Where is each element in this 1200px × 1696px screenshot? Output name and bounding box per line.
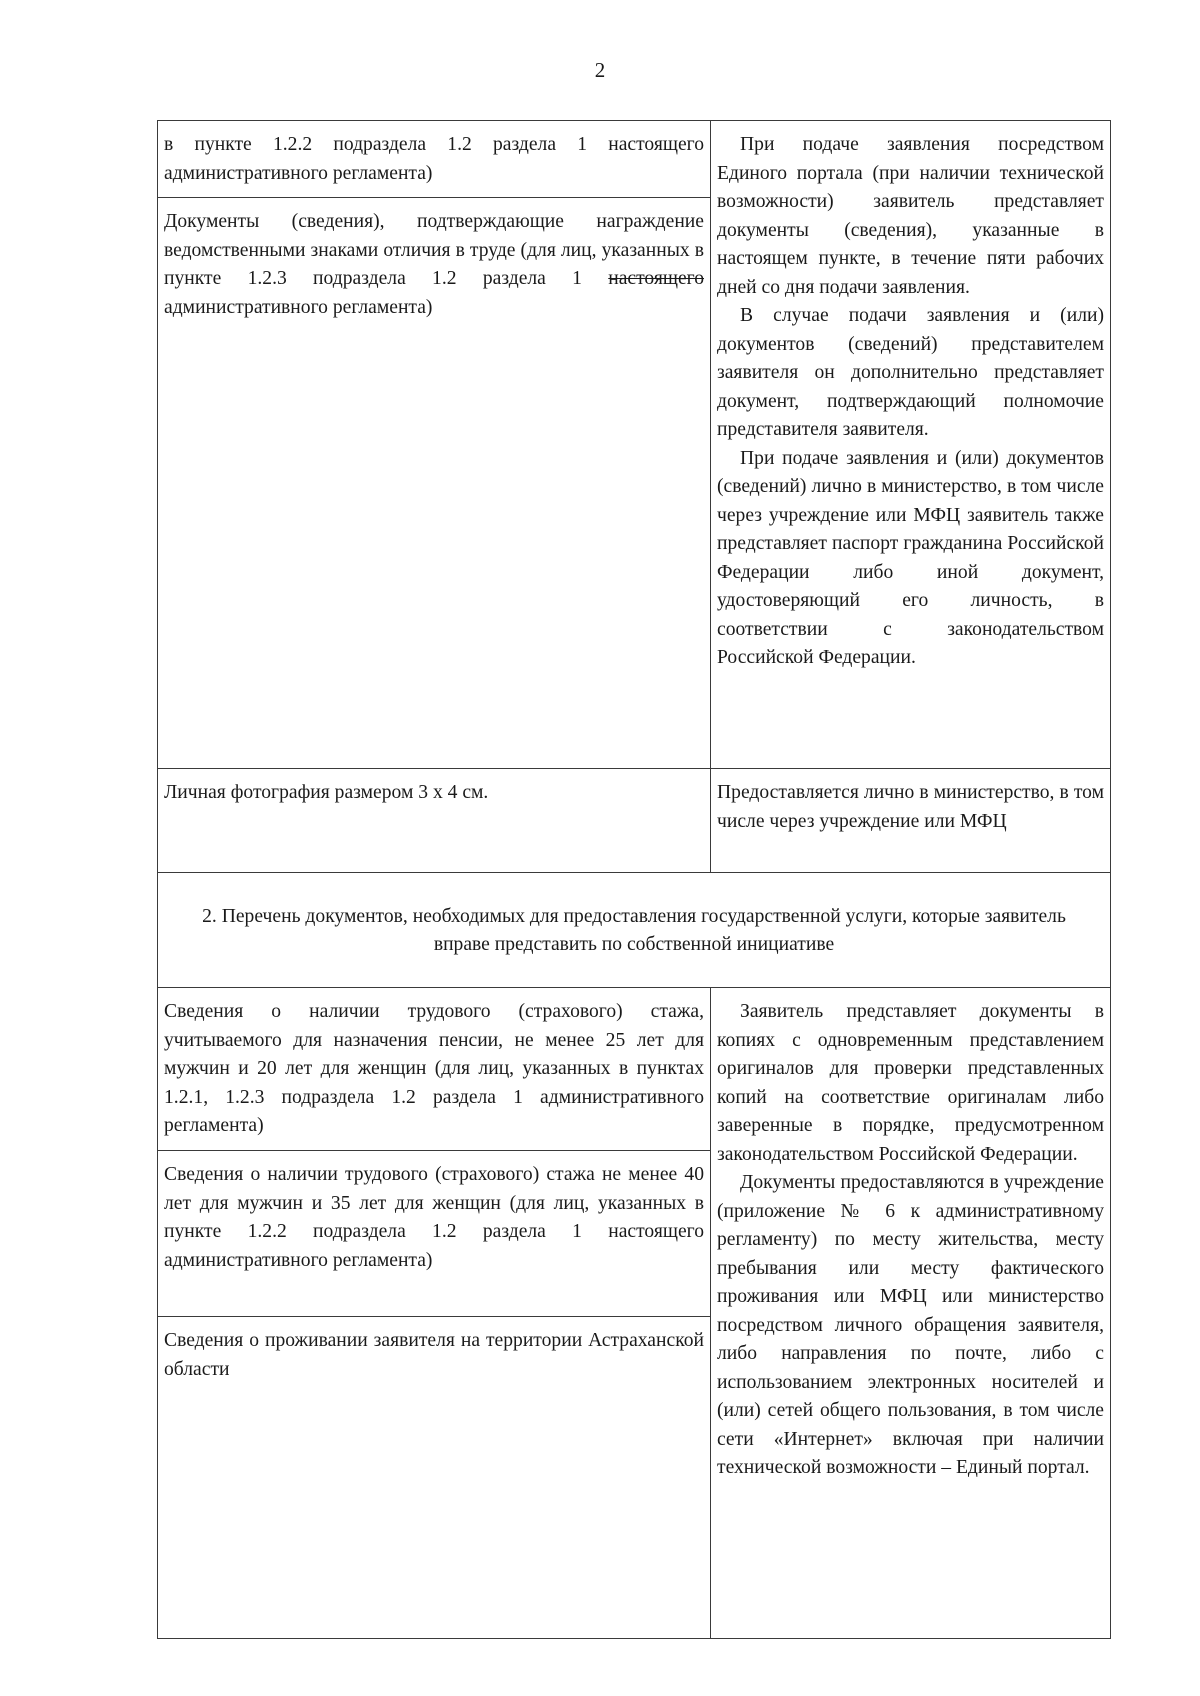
cell-paragraph: Документы предоставляются в учреждение (приложение № 6 к административному регламенту) по месту жительства, месту пребывания или месту фактического проживания или МФЦ или министерство посредством личного обращения заявителя, либо направления по почте, либо с использованием электронных носителей и (или) сетей общего пользования, в том числе сети «Интернет» включая при наличии технической возможности – Единый портал. xyxy=(717,1172,1104,1479)
table-cell xyxy=(158,1151,711,1317)
struck-text: настоящего xyxy=(608,268,704,289)
table-cell xyxy=(711,988,1111,1639)
cell-text: Личная фотография размером 3 х 4 см. xyxy=(164,782,489,803)
table-row xyxy=(158,769,1111,873)
table-cell xyxy=(158,988,711,1151)
cell-text: Сведения о наличии трудового (страхового) стажа не менее 40 лет для мужчин и 35 лет для женщин (для лиц, указанных в пункте 1.2.2 подраздела 1.2 раздела 1 настоящего административного регламента) xyxy=(164,1164,704,1271)
table-cell xyxy=(158,1317,711,1639)
cell-text: Сведения о наличии трудового (страхового) стажа, учитываемого для назначения пенсии, не менее 25 лет для мужчин и 20 лет для женщин (для лиц, указанных в пунктах 1.2.1, 1.2.3 подраздела 1.2 раздела 1 административного регламента) xyxy=(164,1001,704,1137)
table-row xyxy=(158,121,1111,198)
cell-text-part: Документы (сведения), подтверждающие награждение ведомственными знаками отличия в труде (для лиц, указанных в пункте 1.2.3 подраздела 1.2 раздела 1 xyxy=(164,211,704,289)
cell-paragraph: При подаче заявления и (или) документов (сведений) лично в министерство, в том числе через учреждение или МФЦ заявитель также представляет паспорт гражданина Российской Федерации либо иной документ, удостоверяющий его личность, в соответствии с законодательством Российской Федерации. xyxy=(717,447,1104,668)
table-cell xyxy=(158,769,711,873)
section-heading-cell xyxy=(158,873,1111,988)
page-number: 2 xyxy=(594,58,606,82)
section-heading: 2. Перечень документов, необходимых для предоставления государственной услуги, которые заявитель вправе представить по собственной инициативе xyxy=(202,905,1066,956)
documents-table xyxy=(157,120,1111,1639)
table-cell xyxy=(158,121,711,198)
cell-paragraph: В случае подачи заявления и (или) документов (сведений) представителем заявителя он дополнительно представляет документ, подтверждающий полномочие представителя заявителя. xyxy=(717,305,1104,440)
table-cell xyxy=(158,198,711,769)
cell-text: в пункте 1.2.2 подраздела 1.2 раздела 1 настоящего административного регламента) xyxy=(164,134,704,184)
cell-paragraph: При подаче заявления посредством Единого портала (при наличии технической возможности) заявитель представляет документы (сведения), указанные в настоящем пункте, в течение пяти рабочих дней со дня подачи заявления. xyxy=(717,134,1104,298)
table-row xyxy=(158,988,1111,1151)
cell-text xyxy=(164,208,704,322)
cell-text: Сведения о проживании заявителя на территории Астраханской области xyxy=(164,1330,704,1380)
table-row xyxy=(158,873,1111,988)
cell-paragraph: Заявитель представляет документы в копиях с одновременным представлением оригиналов для проверки представленных копий на соответствие оригиналам либо заверенные в порядке, предусмотренном законодательством Российской Федерации. xyxy=(717,1001,1104,1165)
cell-text: Предоставляется лично в министерство, в том числе через учреждение или МФЦ xyxy=(717,782,1104,832)
table-cell xyxy=(711,121,1111,769)
table-cell xyxy=(711,769,1111,873)
cell-text-part: административного регламента) xyxy=(164,296,433,318)
